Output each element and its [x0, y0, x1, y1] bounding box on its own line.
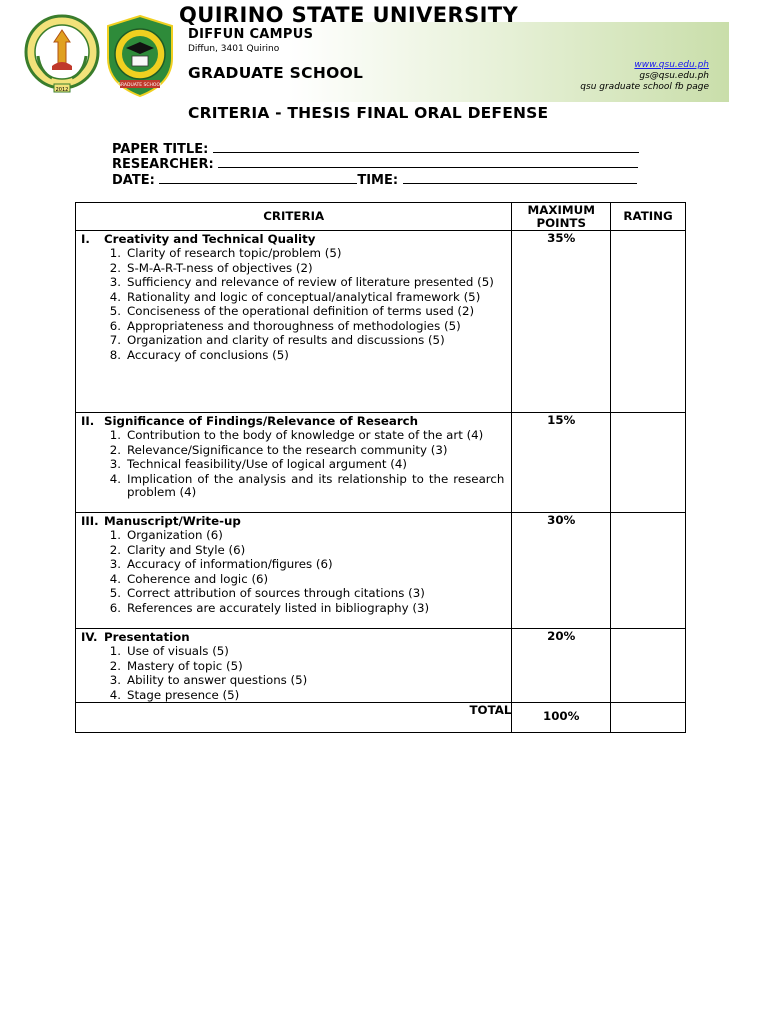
rating-cell[interactable] [611, 629, 686, 703]
section-criteria [76, 231, 511, 362]
list-item: 4. Rationality and logic of conceptual/analytical framework (5) [109, 289, 481, 304]
document-title: CRITERIA - THESIS FINAL ORAL DEFENSE [188, 104, 549, 122]
max-points-header: MAXIMUM POINTS [512, 203, 611, 231]
list-item: 6. References are accurately listed in bibliography (3) [109, 600, 430, 615]
table-header-row [76, 203, 686, 231]
list-item: 1. Contribution to the body of knowledge or state of the art (4) [109, 428, 484, 442]
section-row-1 [76, 231, 686, 413]
list-item: 4. Stage presence (5) [109, 687, 240, 702]
section-points: 15% [512, 413, 611, 513]
list-item: 2. S-M-A-R-T-ness of objectives (2) [109, 260, 313, 275]
section-heading: IV. Presentation [81, 630, 190, 644]
list-item: 2. Clarity and Style (6) [109, 542, 246, 557]
university-name: QUIRINO STATE UNIVERSITY [179, 3, 519, 27]
list-item: 5. Conciseness of the operational definition of terms used (2) [109, 304, 475, 318]
university-seal-logo [24, 12, 100, 100]
list-item: 2. Relevance/Significance to the research community (3) [109, 442, 448, 457]
list-item: 3. Accuracy of information/figures (6) [109, 557, 333, 571]
section-row-3 [76, 513, 686, 629]
time-label: TIME: [357, 173, 399, 188]
campus-name: DIFFUN CAMPUS [188, 27, 314, 42]
list-item: 3. Ability to answer questions (5) [109, 673, 308, 687]
rating-cell[interactable] [611, 231, 686, 413]
section-criteria [76, 513, 511, 615]
time-line[interactable] [403, 170, 637, 184]
list-item: 5. Correct attribution of sources through citations (3) [109, 586, 425, 600]
rating-cell[interactable] [611, 413, 686, 513]
section-criteria [76, 413, 511, 500]
section-points: 20% [512, 629, 611, 703]
section-heading: II. Significance of Findings/Relevance of Research [81, 414, 419, 428]
list-item: 2. Mastery of topic (5) [109, 658, 243, 673]
date-line[interactable] [159, 170, 357, 184]
section-criteria [76, 629, 511, 702]
school-name: GRADUATE SCHOOL [188, 64, 364, 82]
total-label: TOTAL [76, 703, 512, 733]
email-text: gs@qsu.edu.ph [639, 71, 709, 81]
paper-title-row [112, 139, 639, 155]
section-points: 35% [512, 231, 611, 413]
graduate-school-logo [102, 12, 178, 100]
section-row-4 [76, 629, 686, 703]
paper-title-label: PAPER TITLE: [112, 142, 209, 157]
total-rating-cell[interactable] [611, 703, 686, 733]
list-item: 3. Sufficiency and relevance of review of literature presented (5) [109, 275, 494, 289]
website-link[interactable]: www.qsu.edu.ph [634, 60, 709, 70]
paper-title-line[interactable] [213, 139, 639, 153]
rating-cell[interactable] [611, 513, 686, 629]
list-item: 1. Organization (6) [109, 528, 223, 542]
list-item: 8. Accuracy of conclusions (5) [109, 347, 289, 362]
date-time-row [112, 170, 637, 186]
list-item: 6. Appropriateness and thoroughness of methodologies (5) [109, 318, 461, 333]
list-item: 3. Technical feasibility/Use of logical argument (4) [109, 457, 407, 471]
list-item: 4. Coherence and logic (6) [109, 571, 269, 586]
criteria-table [75, 202, 686, 733]
facebook-text: qsu graduate school fb page [580, 82, 709, 92]
researcher-label: RESEARCHER: [112, 157, 214, 172]
logo-school-text: GRADUATE SCHOOL [117, 83, 163, 88]
list-item: 4. Implication of the analysis and its relationship to the research problem (4) [109, 471, 505, 499]
section-row-2 [76, 413, 686, 513]
section-heading: III. Manuscript/Write-up [81, 514, 241, 528]
list-item: 1. Clarity of research topic/problem (5) [109, 246, 342, 260]
seal-year-text: 2012 [55, 87, 69, 93]
list-item: 1. Use of visuals (5) [109, 644, 229, 658]
contact-block [580, 60, 709, 93]
date-label: DATE: [112, 173, 155, 188]
rating-header: RATING [611, 203, 686, 231]
total-row [76, 703, 686, 733]
section-points: 30% [512, 513, 611, 629]
campus-address: Diffun, 3401 Quirino [188, 44, 280, 54]
criteria-header: CRITERIA [76, 203, 512, 231]
total-points: 100% [512, 703, 611, 733]
researcher-row [112, 154, 638, 170]
list-item: 7. Organization and clarity of results and discussions (5) [109, 333, 445, 347]
researcher-line[interactable] [218, 154, 638, 168]
section-heading: I. Creativity and Technical Quality [81, 232, 316, 246]
